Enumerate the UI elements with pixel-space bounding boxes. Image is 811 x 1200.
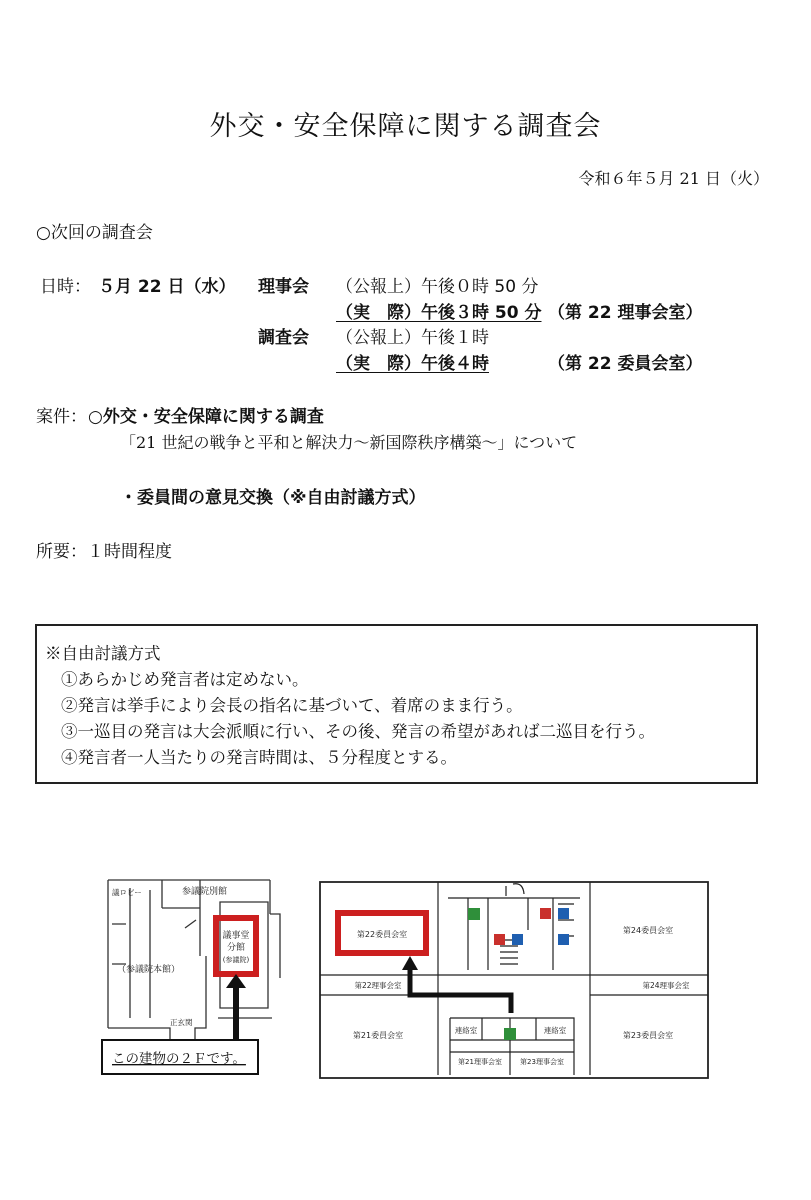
agenda-item-survey: ○外交・安全保障に関する調査: [88, 407, 324, 427]
survey-room: （第 22 委員会室）: [548, 354, 703, 374]
note-heading: ※自由討議方式: [45, 644, 161, 663]
agenda-label: 案件：: [36, 407, 87, 427]
liaison-left-label: 連絡室: [454, 1026, 478, 1035]
survey-actual-time: （実 際）午後４時: [336, 354, 489, 374]
board-actual-time: （実 際）午後３時 50 分: [336, 303, 542, 323]
female-toilet-icon-2: [494, 934, 505, 945]
schedule-day: ５月 22 日（水）: [98, 277, 236, 297]
note-item: ①あらかじめ発言者は定めない。: [61, 670, 309, 689]
schedule-label: 日時：: [40, 277, 91, 297]
annex-name-line2: 分館: [226, 943, 246, 953]
accessible-toilet-icon-2: [558, 934, 569, 945]
emergency-exit-icon: [468, 908, 480, 920]
floor-plan: [318, 880, 710, 1080]
main-building-label: （参議院本館）: [117, 965, 181, 975]
male-toilet-icon: [558, 908, 569, 919]
annex-name-line1: 議事堂: [222, 931, 250, 941]
room24-board-label: 第24理事会室: [642, 981, 690, 990]
building-location-map: [100, 868, 290, 1083]
annex-top-label: 参議院別館: [182, 887, 228, 897]
note-item: ②発言は挙手により会長の指名に基づいて、着席のまま行う。: [61, 696, 523, 715]
floor-caption: この建物の２Ｆです。: [112, 1051, 246, 1067]
room22-label: 第22委員会室: [356, 930, 408, 939]
note-item: ④発言者一人当たりの発言時間は、５分程度とする。: [61, 748, 457, 767]
gate-label: 正玄関: [170, 1018, 193, 1027]
document-date: 令和６年５月 21 日（火）: [578, 169, 769, 188]
agenda-item-exchange: ・委員間の意見交換（※自由討議方式）: [120, 488, 426, 508]
board-official-time: （公報上）午後０時 50 分: [336, 277, 539, 297]
room21-label: 第21委員会室: [352, 1031, 404, 1040]
liaison-right-label: 連絡室: [543, 1026, 567, 1035]
page-title: 外交・安全保障に関する調査会: [209, 111, 602, 142]
exit-icon: [504, 1028, 516, 1040]
room24-label: 第24委員会室: [622, 926, 674, 935]
board-meeting-label: 理事会: [258, 277, 309, 297]
agenda-item-theme: 「21 世紀の戦争と平和と解決力～新国際秩序構築～」について: [120, 433, 578, 452]
female-toilet-icon: [540, 908, 551, 919]
accessible-toilet-icon: [512, 934, 523, 945]
board23-label: 第23理事会室: [520, 1058, 564, 1066]
lobby-label: 議ロビー: [112, 888, 142, 897]
survey-meeting-label: 調査会: [258, 328, 309, 348]
room22-board-label: 第22理事会室: [354, 981, 402, 990]
annex-name-line3: (参議院): [222, 956, 250, 964]
free-discussion-note: [35, 624, 758, 784]
room23-label: 第23委員会室: [622, 1031, 674, 1040]
board21-label: 第21理事会室: [458, 1058, 502, 1066]
board-room: （第 22 理事会室）: [548, 303, 703, 323]
next-meeting-heading: ○次回の調査会: [36, 223, 153, 243]
duration: 所要：１時間程度: [36, 542, 172, 562]
note-item: ③一巡目の発言は大会派順に行い、その後、発言の希望があれば二巡目を行う。: [61, 722, 655, 741]
survey-official-time: （公報上）午後１時: [336, 328, 489, 348]
